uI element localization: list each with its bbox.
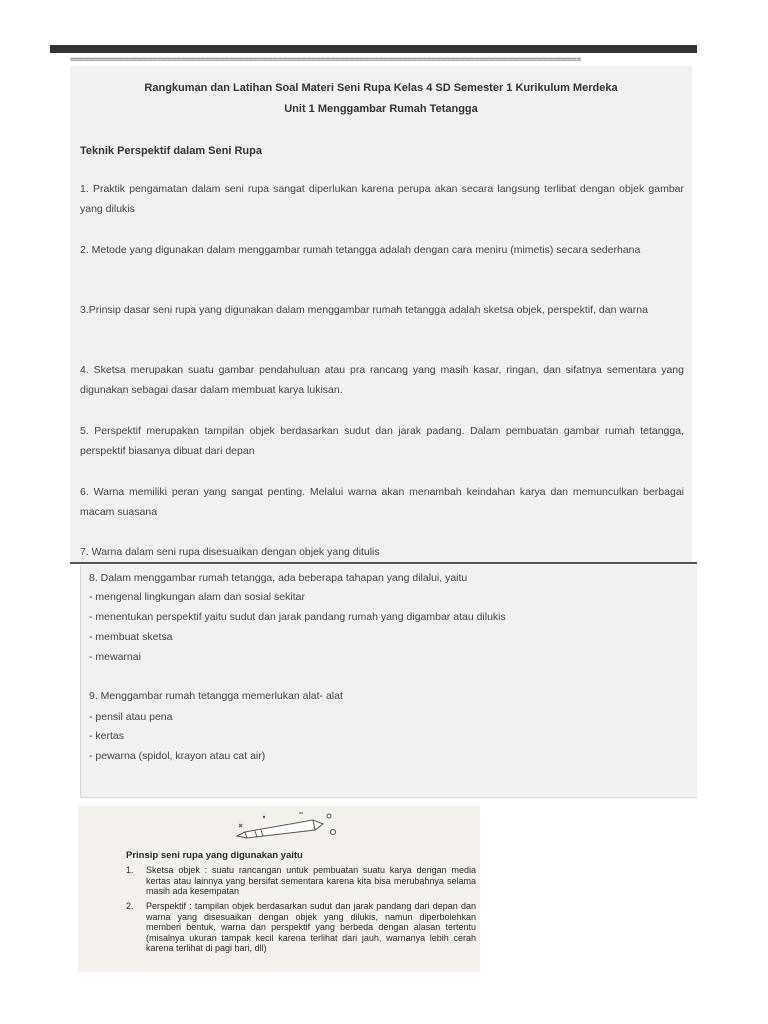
unit-title: Unit 1 Menggambar Rumah Tetangga: [284, 103, 478, 115]
list-item: 9. Menggambar rumah tetangga memerlukan alat- alat: [89, 690, 343, 702]
list-item: [126, 901, 476, 954]
list-item: - pensil atau pena: [89, 711, 173, 723]
list-item: [126, 865, 476, 897]
paragraph: 3.Prinsip dasar seni rupa yang digunakan dalam menggambar rumah tetangga adalah sketsa objek, perspektif, dan warna: [80, 304, 648, 316]
section-heading: Teknik Perspektif dalam Seni Rupa: [80, 145, 262, 157]
dashed-separator: ==========================================================================================================: [70, 55, 581, 65]
paragraph: 6. Warna memiliki peran yang sangat penting. Melalui warna akan menambah keindahan karya dan memunculkan berbagai macam suasana: [80, 486, 684, 518]
list-item: 8. Dalam menggambar rumah tetangga, ada beberapa tahapan yang dilalui, yaitu: [89, 572, 468, 584]
item-text: Sketsa objek : suatu rancangan untuk pembuatan suatu karya dengan media kertas atau lainnya yang bersifat sementara karena kita bisa merubahnya selama masih ada kesempatan: [146, 865, 476, 896]
paragraph: 7. Warna dalam seni rupa disesuaikan dengan objek yang ditulis: [80, 546, 380, 558]
principles-card: [78, 806, 480, 972]
item-number: 1.: [126, 865, 134, 875]
item-number: 2.: [126, 901, 134, 911]
list-item: - pewarna (spidol, krayon atau cat air): [89, 750, 266, 762]
list-item: - menentukan perspektif yaitu sudut dan jarak pandang rumah yang digambar atau dilukis: [89, 611, 506, 623]
paragraph: 5. Perspektif merupakan tampilan objek berdasarkan sudut dan jarak padang. Dalam pembuatan gambar rumah tetangga, perspektif biasanya dibuat dari depan: [80, 425, 684, 457]
item-text: Perspektif : tampilan objek berdasarkan sudut dan jarak pandang dari depan dan warna yang disesuaikan dengan objek yang dilukis, namun diperbolehkan memberi bentuk, warna dan perspektif yang berbeda dengan alasan tertentu (misalnya ukuran tampak kecil karena terlihat dari jauh, warnanya lebih cerah karena terlihat di pagi hari, dll): [146, 901, 476, 953]
summary-panel: [70, 66, 692, 563]
document-title: Rangkuman dan Latihan Soal Materi Seni Rupa Kelas 4 SD Semester 1 Kurikulum Merdeka: [144, 82, 618, 94]
list-item: - membuat sketsa: [89, 631, 173, 643]
list-item: - mengenal lingkungan alam dan sosial sekitar: [89, 591, 305, 603]
divider-line: [70, 562, 697, 564]
paragraph: 4. Sketsa merupakan suatu gambar pendahuluan atau pra rancang yang masih kasar, ringan, dan sifatnya sementara yang digunakan sebagai dasar dalam membuat karya lukisan.: [80, 364, 684, 396]
paragraph: 1. Praktik pengamatan dalam seni rupa sangat diperlukan karena perupa akan secara langsung terlibat dengan objek gambar yang dilukis: [80, 183, 684, 215]
paragraph: 2. Metode yang digunakan dalam menggambar rumah tetangga adalah dengan cara meniru (mimetis) secara sederhana: [80, 244, 641, 256]
list-item: - mewarnai: [89, 651, 141, 663]
list-item: - kertas: [89, 730, 125, 742]
pencil-icon: [233, 810, 343, 846]
card-intro: Prinsip seni rupa yang digunakan yaitu: [126, 850, 303, 861]
top-bar: [50, 45, 697, 53]
exercise-panel: [80, 565, 697, 798]
